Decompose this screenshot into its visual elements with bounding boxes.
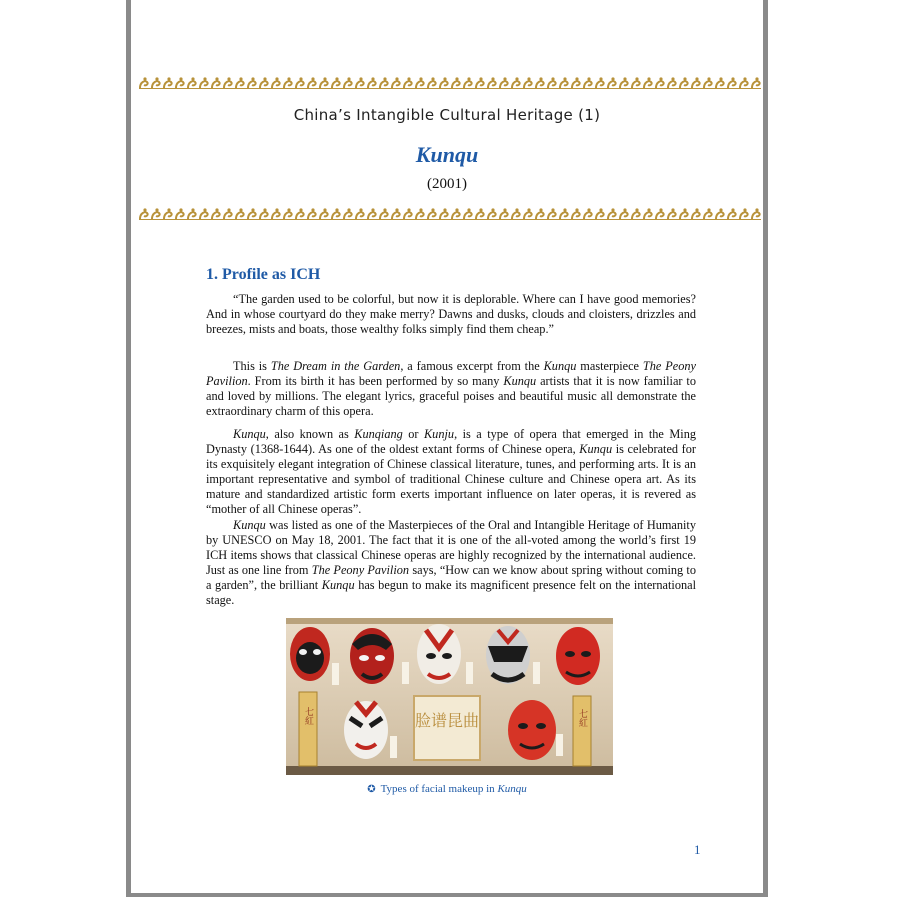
text-run: , also known as — [265, 427, 355, 441]
text-run: . From its birth it has been performed by so many — [247, 374, 504, 388]
paragraph-dream-in-garden — [206, 359, 696, 419]
text-run: artists that it is now familiar to and loved by millions. The elegant lyrics, graceful poises and beautiful music all demonstrate the extraordinary charm of this opera. — [206, 374, 696, 418]
quote-text: “The garden used to be colorful, but now it is deplorable. Where can I have good memories? And in whose courtyard do they make merry? Dawns and dusks, clouds and cloisters, drizzles and breezes, mists and boats, those wealthy folks simply find them cheap.” — [206, 292, 696, 336]
italic-term: Kunqu — [543, 359, 577, 373]
section-heading: 1. Profile as ICH — [206, 266, 321, 283]
mask-1 — [290, 627, 330, 681]
page-title: Kunqu — [415, 142, 479, 167]
italic-term: Kunqu — [233, 518, 266, 532]
italic-term: Kunqu — [233, 427, 266, 441]
text-run: This is — [233, 359, 271, 373]
mask-6 — [344, 701, 388, 759]
left-plaque-text: 七紅 — [303, 707, 313, 725]
italic-term: Kunqu — [321, 578, 355, 592]
mask-2 — [350, 628, 394, 684]
inscription-year: (2001) — [427, 176, 467, 192]
italic-title: The Peony Pavilion — [311, 563, 410, 577]
text-run: , is a type of opera that emerged in the Ming Dynasty (1368-1644). As one of the oldest extant forms of Chinese opera, — [206, 427, 696, 456]
decorative-border-bottom — [139, 208, 761, 220]
mask-7 — [508, 700, 556, 760]
italic-term: Kunqu — [503, 374, 537, 388]
paragraph-quote — [206, 292, 696, 337]
flower-bullet-icon: ✪ — [367, 784, 376, 795]
photo-caption — [131, 783, 763, 795]
text-run: says, “How can we know about spring without coming to a garden”, the brilliant — [206, 563, 697, 592]
text-run: is celebrated for its exquisitely elegant integration of Chinese classical literature, tunes, and performing arts. It is an important representative and symbol of traditional Chinese culture and Chinese opera art. As its mature and standardized artistic form exerts important influence on later operas, it is revered as “mother of all Chinese operas”. — [206, 442, 696, 516]
italic-title: The Peony Pavilion — [206, 359, 696, 388]
mask-5 — [556, 627, 600, 685]
series-title: China’s Intangible Cultural Heritage (1) — [293, 106, 601, 124]
paragraph-definition — [206, 427, 696, 517]
text-run: has begun to make its magnificent presence felt on the international stage. — [206, 578, 696, 607]
text-run: or — [402, 427, 424, 441]
center-sign-text: 脸谱昆曲 — [414, 711, 480, 730]
italic-title: The Dream in the Garden — [270, 359, 401, 373]
text-run: masterpiece — [576, 359, 643, 373]
right-plaque-text: 七紅 — [577, 709, 587, 727]
caption-italic: Kunqu — [497, 783, 527, 795]
decorative-border-top — [139, 77, 761, 89]
paragraph-unesco — [206, 518, 696, 608]
italic-term: Kunqu — [579, 442, 613, 456]
text-run: was listed as one of the Masterpieces of the Oral and Intangible Heritage of Humanity by UNESCO on May 18, 2001. The fact that it is one of the all-voted among the world’s first 19 ICH items shows that classical Chinese operas are highly recognized by the international audience. Just as one line from — [206, 518, 696, 577]
italic-term: Kunju — [423, 427, 455, 441]
mask-3 — [417, 624, 461, 684]
text-run: , a famous excerpt from the — [400, 359, 544, 373]
document-page — [126, 0, 768, 897]
mask-4 — [486, 626, 530, 684]
caption-text: Types of facial makeup in — [380, 783, 498, 795]
opera-masks-photo — [286, 618, 613, 775]
italic-term: Kunqiang — [354, 427, 403, 441]
page-number: 1 — [694, 842, 701, 857]
